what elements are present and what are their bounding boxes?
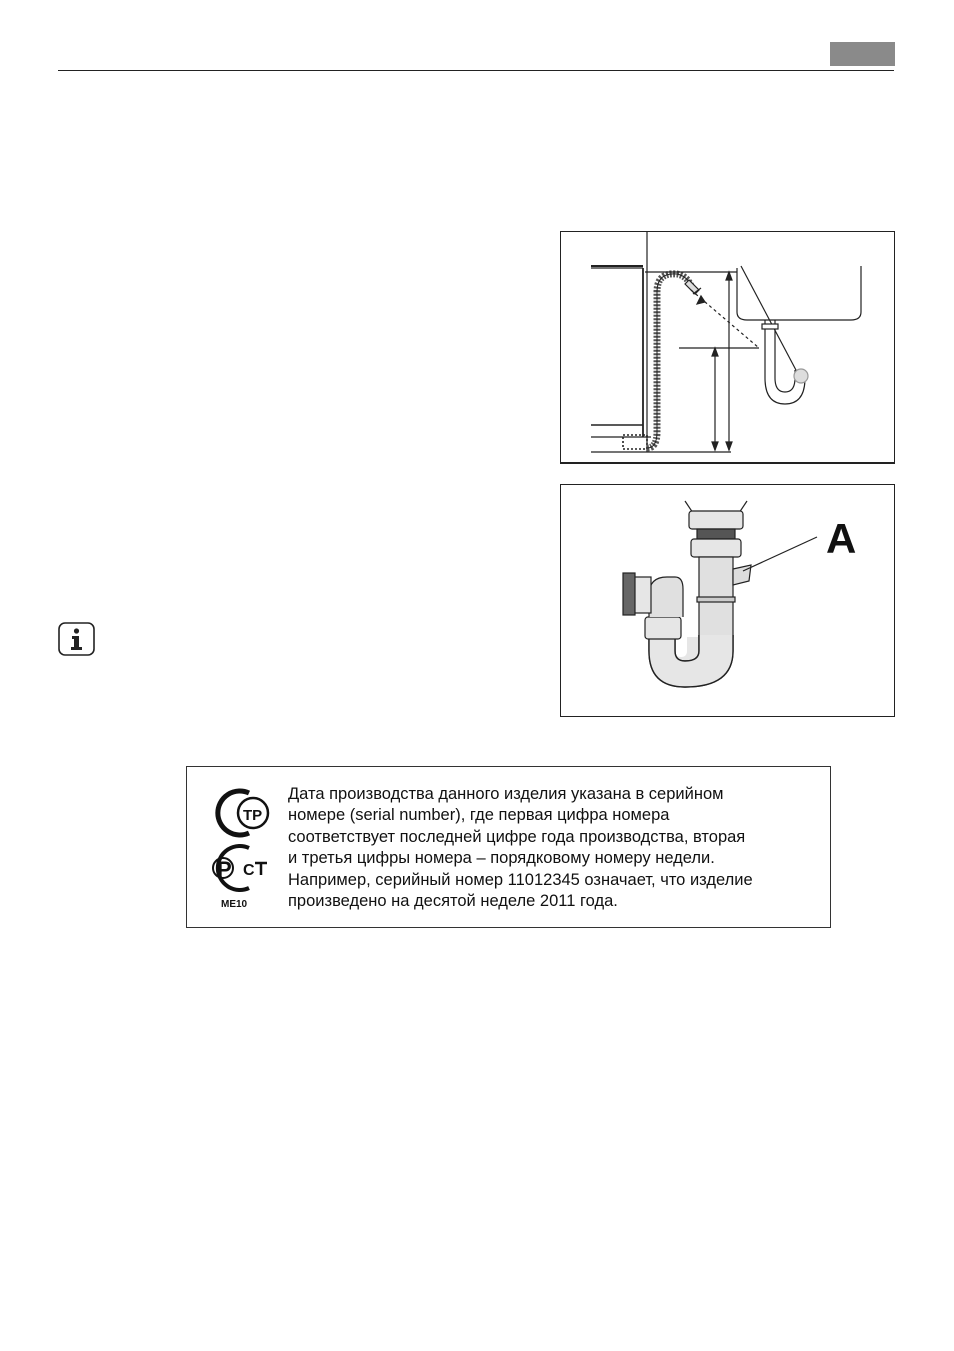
- eac-ctp-mark-icon: [218, 791, 268, 835]
- notice-line: произведено на десятой неделе 2011 года.: [288, 892, 618, 911]
- production-date-notice: [288, 784, 818, 912]
- siphon-trap-figure: [560, 484, 895, 717]
- svg-text:ТР: ТР: [243, 807, 263, 824]
- drain-hose-installation-figure: [560, 231, 895, 464]
- header-rule: [58, 70, 894, 71]
- drain-hose-diagram: [561, 232, 894, 462]
- svg-text:С: С: [243, 862, 255, 879]
- certification-mark-code: ME10: [221, 899, 248, 910]
- notice-line: Дата производства данного изделия указана в серийном: [288, 785, 724, 803]
- info-icon: [58, 622, 95, 656]
- certification-logos: [209, 785, 279, 910]
- notice-line: номере (serial number), где первая цифра номера: [288, 806, 670, 825]
- svg-text:Р: Р: [217, 857, 232, 882]
- header-tab: [830, 42, 895, 66]
- siphon-trap-diagram: [561, 485, 894, 716]
- notice-line: и третья цифры номера – порядковому номеру недели.: [288, 849, 715, 868]
- notice-line: Например, серийный номер 11012345 означает, что изделие: [288, 870, 753, 889]
- gost-rst-mark-icon: [213, 846, 267, 890]
- connector-label-a: A: [826, 515, 857, 562]
- notice-line: соответствует последней цифре года производства, вторая: [288, 827, 746, 846]
- certification-box: [186, 766, 831, 928]
